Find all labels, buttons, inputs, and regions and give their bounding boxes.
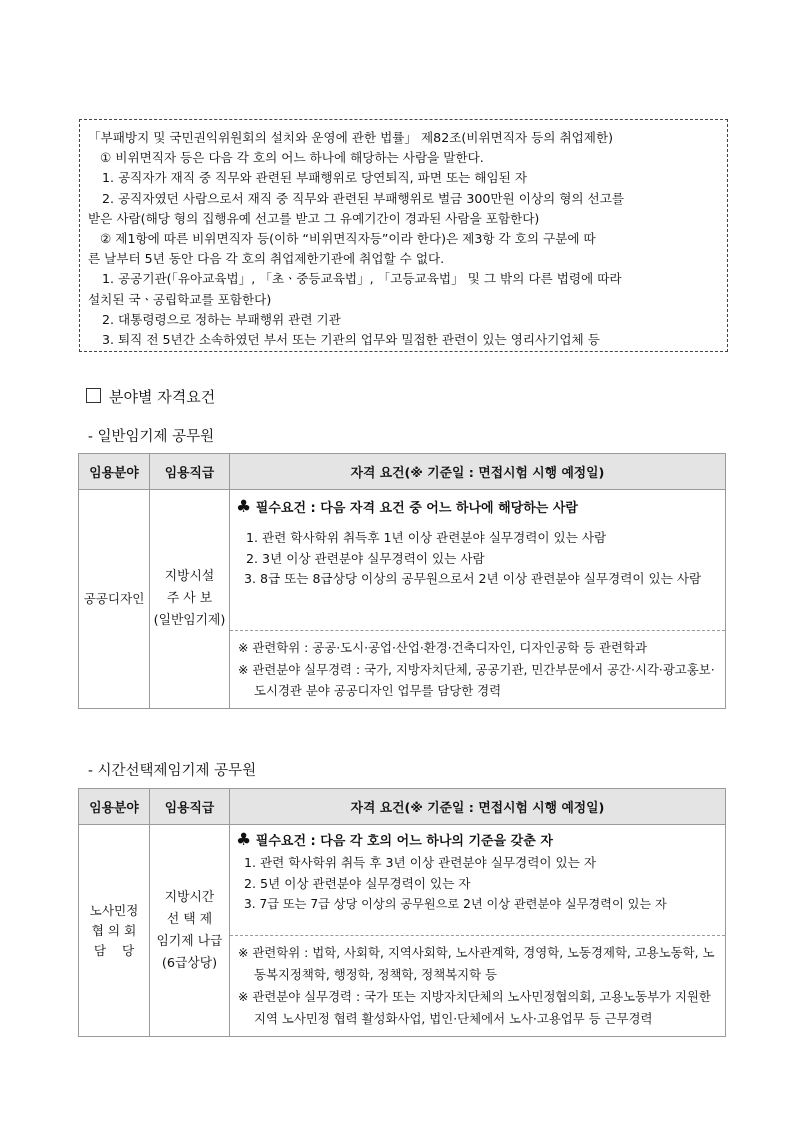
- checkbox-square-icon: [86, 388, 101, 403]
- requirement-item: 2. 3년 이상 관련분야 실무경력이 있는 사람: [246, 550, 485, 566]
- timeselect-requirements-table: [78, 788, 726, 1037]
- law-clause: ① 비위면직자 등은 다음 각 호의 어느 하나에 해당하는 사람을 말한다.: [100, 150, 484, 166]
- requirement-item: 2. 5년 이상 관련분야 실무경력이 있는 자: [244, 875, 471, 891]
- header-rank: 임용직급: [150, 789, 230, 825]
- table-header-row: [79, 454, 726, 490]
- mandatory-heading: ♣ 필수요건 : 다음 각 호의 어느 하나의 기준을 갖춘 자: [236, 830, 553, 850]
- header-rank: 임용직급: [150, 454, 230, 490]
- law-item-cont: 설치된 국ㆍ공립학교를 포함한다): [88, 291, 272, 307]
- note-item: ※ 관련학위 : 공공·도시·공업·산업·환경·건축디자인, 디자인공학 등 관련학과: [238, 640, 647, 655]
- header-requirements: 자격 요건(※ 기준일 : 면접시험 시행 예정일): [230, 454, 726, 490]
- table-row: [79, 825, 726, 1037]
- club-suit-icon: ♣: [236, 497, 252, 517]
- law-clause-cont: 른 날부터 5년 동안 다음 각 호의 취업제한기관에 취업할 수 없다.: [88, 251, 445, 267]
- law-item: 1. 공직자가 재직 중 직무와 관련된 부패행위로 당연퇴직, 파면 또는 해임된 자: [102, 170, 528, 186]
- law-item: 2. 공직자였던 사람으로서 재직 중 직무와 관련된 부패행위로 벌금 300만원 이상의 형의 선고를: [102, 190, 625, 206]
- law-item: 3. 퇴직 전 5년간 소속하였던 부서 또는 기관의 업무와 밀접한 관련이 있는 영리사기업체 등: [102, 332, 600, 348]
- law-item-cont: 받은 사람(해당 형의 집행유예 선고를 받고 그 유예기간이 경과된 사람을 포함한다): [88, 210, 540, 226]
- requirement-notes: [230, 631, 725, 708]
- header-field: 임용분야: [79, 789, 150, 825]
- note-item: ※ 관련분야 실무경력 : 국가, 지방자치단체, 공공기관, 민간부문에서 공간·시각·광고홍보·도시경관 분야 공공디자인 업무를 담당한 경력: [238, 661, 715, 698]
- requirement-item: 1. 관련 학사학위 취득 후 3년 이상 관련분야 실무경력이 있는 자: [244, 855, 597, 870]
- rank-cell: 지방시간 선 택 제 임기제 나급 (6급상당): [150, 825, 230, 1037]
- rank-cell: 지방시설 주 사 보 (일반임기제): [150, 490, 230, 709]
- header-requirements: 자격 요건(※ 기준일 : 면접시험 시행 예정일): [230, 789, 726, 825]
- requirement-item: 3. 7급 또는 7급 상당 이상의 공무원으로 2년 이상 관련분야 실무경력이 있는 자: [244, 897, 667, 911]
- law-item: 2. 대통령령으로 정하는 부패행위 관련 기관: [102, 311, 341, 327]
- requirements-cell: [230, 825, 726, 1037]
- law-clause: ② 제1항에 따른 비위면직자 등(이하 “비위면직자등”이라 한다)은 제3항 각 호의 구분에 따: [100, 231, 596, 247]
- club-suit-icon: ♣: [236, 830, 252, 850]
- timeselect-subtitle: - 시간선택제임기제 공무원: [88, 763, 257, 779]
- table-row: [79, 490, 726, 709]
- mandatory-heading: ♣ 필수요건 : 다음 자격 요건 중 어느 하나에 해당하는 사람: [236, 497, 578, 517]
- table-header-row: [79, 789, 726, 825]
- general-requirements-table: [78, 453, 726, 709]
- law-item: 1. 공공기관(「유아교육법」, 「초ㆍ중등교육법」, 「고등교육법」 및 그 밖의 다른 법령에 따라: [102, 271, 622, 287]
- note-item: ※ 관련학위 : 법학, 사회학, 지역사회학, 노사관계학, 경영학, 노동경제학, 고용노동학, 노동복지정책학, 행정학, 정책학, 정책복지학 등: [238, 945, 715, 982]
- requirements-cell: [230, 490, 726, 709]
- section-title: 분야별 자격요건: [86, 386, 215, 407]
- mandatory-requirements: [230, 825, 725, 936]
- header-field: 임용분야: [79, 454, 150, 490]
- note-item: ※ 관련분야 실무경력 : 국가 또는 지방자치단체의 노사민정협의회, 고용노동부가 지원한 지역 노사민정 협력 활성화사업, 법인·단체에서 노사·고용업무 등 근무경력: [238, 989, 711, 1026]
- field-cell: 노사민정 협 의 회 담 당: [79, 825, 150, 1037]
- law-title: 「부패방지 및 국민권익위원회의 설치와 운영에 관한 법률」 제82조(비위면직자 등의 취업제한): [88, 130, 614, 145]
- law-excerpt-box: [79, 119, 728, 352]
- requirement-notes: [230, 936, 725, 1036]
- requirement-item: 3. 8급 또는 8급상당 이상의 공무원으로서 2년 이상 관련분야 실무경력이 있는 사람: [244, 571, 702, 586]
- general-subtitle: - 일반임기제 공무원: [88, 429, 215, 445]
- requirement-item: 1. 관련 학사학위 취득후 1년 이상 관련분야 실무경력이 있는 사람: [246, 530, 607, 545]
- mandatory-requirements: [230, 490, 725, 631]
- field-cell: 공공디자인: [79, 490, 150, 709]
